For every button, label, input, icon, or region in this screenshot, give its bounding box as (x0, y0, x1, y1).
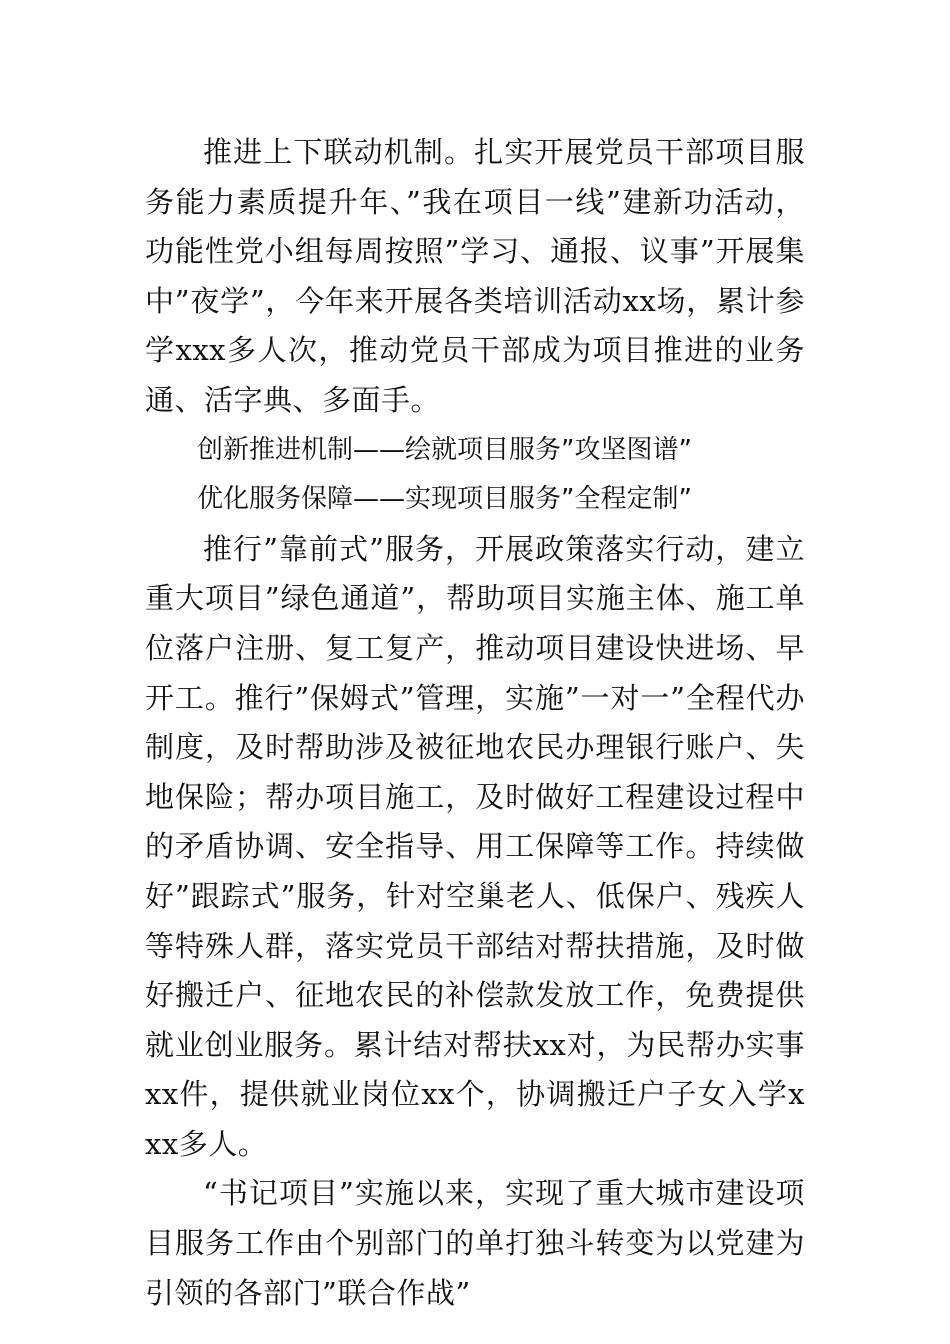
document-body (145, 128, 805, 1318)
heading-innovation-mechanism: 创新推进机制——绘就项目服务”攻坚图谱” (197, 434, 692, 465)
paragraph-linkage-mechanism: 推进上下联动机制。扎实开展党员干部项目服务能力素质提升年、”我在项目一线”建新功活动，功能性党小组每周按照”学习、通报、议事”开展集中”夜学”，今年来开展各类培训活动xx场，累计参学xxx多人次，推动党员干部成为项目推进的业务通、活字典、多面手。 (145, 135, 805, 417)
paragraph-service-measures: 推行”靠前式”服务，开展政策落实行动，建立重大项目”绿色通道”，帮助项目实施主体、施工单位落户注册、复工复产，推动项目建设快进场、早开工。推行”保姆式”管理，实施”一对一”全程代办制度，及时帮助涉及被征地农民办理银行账户、失地保险；帮办项目施工，及时做好工程建设过程中的矛盾协调、安全指导、用工保障等工作。持续做好”跟踪式”服务，针对空巢老人、低保户、残疾人等特殊人群，落实党员干部结对帮扶措施，及时做好搬迁户、征地农民的补偿款发放工作，免费提供就业创业服务。累计结对帮扶xx对，为民帮办实事xx件，提供就业岗位xx个，协调搬迁户子女入学xxx多人。 (145, 531, 805, 1161)
paragraph-secretary-project: “书记项目”实施以来，实现了重大城市建设项目服务工作由个别部门的单打独斗转变为以党建为引领的各部门”联合作战” (145, 1176, 805, 1310)
heading-service-guarantee: 优化服务保障——实现项目服务”全程定制” (197, 484, 692, 515)
